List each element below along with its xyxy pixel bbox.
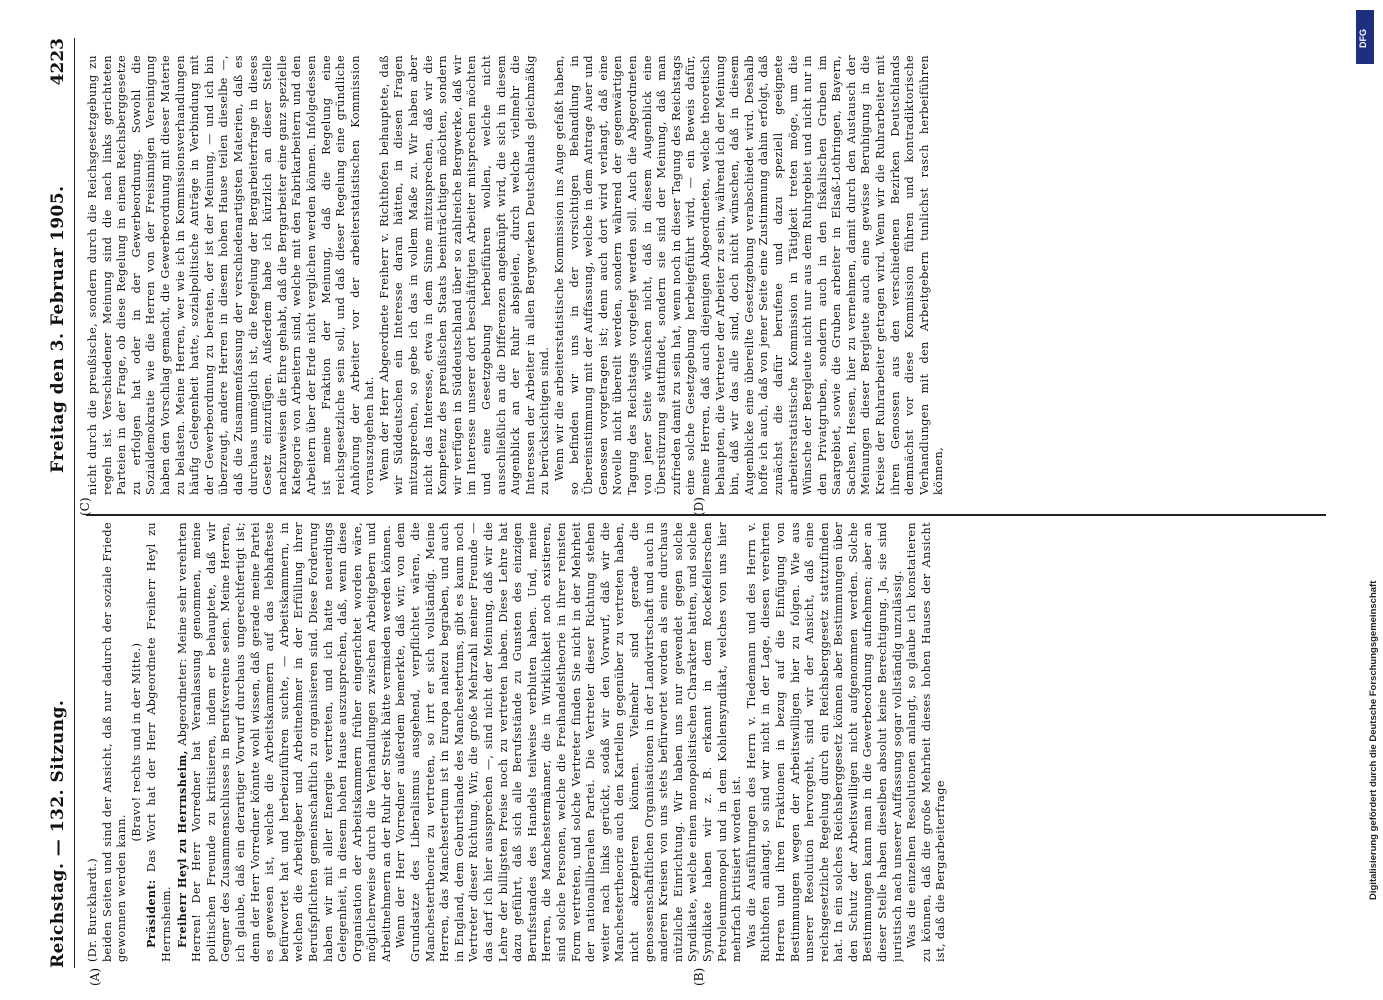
margin-mark-d: (D): [692, 497, 706, 516]
paragraph: Was die einzelnen Resolutionen anlangt, so glaube ich konstatieren zu können, daß die große Mehrheit dieses hohen Hauses der Ansicht ist, daß die Bergarbeiterfrage: [905, 522, 948, 962]
running-head-left: Reichstag. — 132. Sitzung.: [48, 699, 68, 968]
dfg-logo: [1356, 10, 1374, 64]
speaker-name: Präsident:: [144, 879, 159, 948]
running-head-right: Freitag den 3. Februar 1905.: [48, 185, 68, 473]
column-separator: [86, 514, 1326, 516]
digitization-note-text: Digitalisierung gefördert durch die Deutsche Forschungsgemeinschaft: [1368, 580, 1379, 900]
margin-mark-b: (B): [692, 967, 706, 986]
page-header: [40, 38, 78, 968]
paragraph: Wenn wir die arbeiterstatistische Kommission ins Auge gefaßt haben, so befinden wir uns in der vorsichtigen Behandlung in Übereinstimmung mit der Auffassung, welche in dem Antrage Auer und Genossen vorgetragen ist; denn auch dort wird verlangt, daß eine Novelle nicht übereilt werden, sondern während der gegenwärtigen Tagung des Reichstags vorgelegt werden soll. Auch die Abgeordneten von jener Seite wünschen nicht, daß in diesem Augenblick eine Überstürzung stattfindet, sondern sie sind der Meinung, daß man zufrieden damit zu sein hat, wenn noch in dieser Tagung des Reichstags eine solche Gesetzgebung herbeigeführt wird, — ein Beweis dafür, meine Herren, daß auch diejenigen Abgeordneten, welche theoretisch behaupten, die Vertreter der Arbeiter zu sein, während ich der Meinung bin, daß wir das alle sind, doch nicht wünschen, daß in diesem Augenblicke eine übereilte Gesetzgebung verabschiedet wird. Deshalb hoffe ich auch, daß von jener Seite eine Zustimmung dahin erfolgt, daß zunächst die dafür berufene und dazu speziell geeignete arbeiterstatistische Kommission in Tätigkeit treten möge, um die Wünsche der Bergleute nicht nur aus dem Ruhrgebiet und nicht nur in den Privatgruben, sondern auch in den fiskalischen Gruben im Saargebiet, sowie die Gruben arbeiter in Elsaß-Lothringen, Bayern, Sachsen, Hessen, hier zu vernehmen, damit durch den Austausch der Meinungen dieser Bergleute auch eine gewisse Beruhigung in die Kreise der Ruhrarbeiter getragen wird. Wenn wir die Ruhrarbeiter mit ihren Genossen aus den verschiedenen Bezirken Deutschlands demnächst vor diese Kommission führen und kontradiktorische Verhandlungen mit den Arbeitgebern tunlichst rasch herbeiführen können,: [553, 55, 946, 495]
paragraph: [175, 522, 395, 962]
digitization-note: [1352, 210, 1379, 900]
paragraph: Was die Ausführungen des Herrn v. Tiedemann und des Herrn v. Richthofen anlangt, so sind wir nicht in der Lage, diesen verehrten Herren und ihren Fraktionen in bezug auf die Einfügung von Bestimmungen wegen der Arbeitswilligen hier zu folgen. Wie aus unserer Resolution hervorgeht, sind wir der Ansicht, daß eine reichsgesetzliche Regelung durch ein Reichsberggesetz stattzufinden hat. In ein solches Reichsberggesetz können aber Bestimmungen über den Schutz der Arbeitswilligen nicht aufgenommen werden. Solche Bestimmungen kann man in die Gewerbeordnung aufnehmen; aber an dieser Stelle haben dieselben absolut keine Berechtigung. Ja, sie sind juristisch nach unserer Auffassung sogar vollständig unzulässig.: [744, 522, 904, 962]
margin-mark-c: (C): [78, 497, 92, 516]
paragraph: Wenn der Herr Vorredner außerdem bemerkte, daß wir, von dem Grundsatze des Liberalismus ausgehend, verpflichtet wären, die Manchestertheorie zu vertreten, so irrt er sich vollständig. Meine Herren, das Manchestertum ist in Europa nahezu begraben, und auch in England, dem Geburtslande des Manchestertums, gibt es kaum noch Vertreter dieser Richtung. Wir, die große Mehrzahl meiner Freunde — das darf ich hier aussprechen —, sind nicht der Meinung, daß wir die Lehre der billigsten Preise noch zu vertreten haben. Diese Lehre hat dazu geführt, daß sich alle Berufsstände zu Gunsten des einzigen Berufsstandes des Handels teilweise verbluten haben. Und, meine Herren, die Manchestermänner, die in Wirklichkeit noch existieren, sind solche Personen, welche die Freihandelstheorie in ihrer reinsten Form vertreten, und solche Vertreter finden Sie nicht in der Mehrheit der nationalliberalen Partei. Die Vertreter dieser Richtung stehen weiter nach links gerückt, sodaß wir den Vorwurf, daß wir die Manchestertheorie auch den Kartellen gegenüber zu vertreten haben, nicht akzeptieren können. Vielmehr sind gerade die genossenschaftlichen Organisationen in der Landwirtschaft und auch in anderen Kreisen von uns stets befürwortet worden als eine durchaus nützliche Einrichtung. Wir haben uns nur gewendet gegen solche Syndikate, welche einen monopolistischen Charakter hatten, und solche Syndikate haben wir z. B. erkannt in dem Rockefellerschen Petroleummonopol und in dem Kohlensyndikat, welches von uns hier mehrfach kritisiert worden ist.: [394, 522, 744, 962]
paragraph: Wenn der Herr Abgeordnete Freiherr v. Richthofen behauptete, daß wir Süddeutschen ein Interesse daran hätten, in diesen Fragen mitzusprechen, so gebe ich das in vollem Maße zu. Wir haben aber nicht das Interesse, etwa in dem Sinne mitzusprechen, daß wir die Kompetenz des preußischen Staats beeinträchtigen möchten, sondern wir verfügen in Süddeutschland über so zahlreiche Bergwerke, daß wir im Interesse unserer dort beschäftigten Arbeiter mitsprechen möchten und eine Gesetzgebung herbeiführen wollen, welche nicht ausschließlich an die Differenzen angeknüpft wird, die sich in diesem Augenblick an der Ruhr abspielen, durch welche vielmehr die Interessen der Arbeiter in allen Bergwerken Deutschlands gleichmäßig zu berücksichtigen sind.: [377, 55, 552, 495]
header-rule: [74, 38, 75, 968]
speaker-continuation: (Dr. Burckhardt.): [86, 858, 99, 962]
dfg-logo-text: DFG: [1358, 29, 1368, 48]
left-column: [86, 522, 1326, 962]
speaker-name: Freiherr Heyl zu Herrnsheim,: [174, 750, 189, 948]
page-number: 4223: [48, 38, 68, 86]
paragraph: beiden Seiten und sind der Ansicht, daß nur dadurch der soziale Friede gewonnen werden kann.: [100, 522, 129, 962]
paragraph: nicht durch die preußische, sondern durch die Reichsgesetzgebung zu regeln ist. Verschiedener Meinung sind die nach links gerichteten Parteien in der Frage, ob diese Regelung in einem Reichsberggesetze zu erfolgen hat oder in der Gewerbeordnung. Sowohl die Sozialdemokratie wie die Herren von der Freisinnigen Vereinigung haben den Vorschlag gemacht, die Gewerbeordnung mit dieser Materie zu belasten. Meine Herren, wer wie ich in Kommissionsverhandlungen häufig Gelegenheit hatte, sozialpolitische Anträge in Verbindung mit der Gewerbeordnung zu beraten, der ist der Meinung, — und ich bin überzeugt, andere Herren in diesem hohen Hause teilen dieselbe —, daß die Zusammenfassung der verschiedenartigsten Materien, daß es durchaus unmöglich ist, die Regelung der Bergarbeiterfrage in dieses Gesetz einzufügen. Außerdem habe ich kürzlich an dieser Stelle nachzuweisen die Ehre gehabt, daß die Bergarbeiter eine ganz spezielle Kategorie von Arbeitern sind, welche mit den Fabrikarbeitern und den Arbeitern über der Erde nicht verglichen werden können. Infolgedessen ist meine Fraktion der Meinung, daß die Regelung eine reichsgesetzliche sein soll, und daß dieser Regelung eine gründliche Anhörung der Arbeiter vor der arbeiterstatistischen Kommission vorauszugehen hat.: [86, 55, 377, 495]
applause-note: (Bravo! rechts und in der Mitte.): [129, 642, 143, 842]
paragraph: [144, 522, 174, 962]
paragraph-text: Das Wort hat der Herr Abgeordnete Freiherr Heyl zu Herrnsheim.: [145, 522, 173, 962]
paragraph-text: Abgeordneter: Meine sehr verehrten Herren! Der Herr Vorredner hat Veranlassung genommen, meine politischen Freunde zu kritisieren, indem er behauptete, daß wir Gegner des Zusammenschlusses in Berufsvereine seien. Meine Herren, ich glaube, daß ein derartiger Vorwurf durchaus ungerechtfertigt ist; denn der Herr Vorredner könnte wohl wissen, daß gerade meine Partei es gewesen ist, welche die Arbeitskammern auf das lebhafteste befürwortet hat und herbeizuführen suchte, — Arbeitskammern, in welchen die Arbeitgeber und Arbeitnehmer in der Erfüllung ihrer Berufspflichten gemeinschaftlich zu organisieren sind. Diese Forderung haben wir mit aller Energie vertreten, und ich hatte neuerdings Gelegenheit, in diesem hohen Hause auszusprechen, daß, wenn diese Organisation der Arbeitskammern früher eingerichtet worden wäre, möglicherweise durch die Verhandlungen zwischen Arbeitgebern und Arbeitnehmern an der Ruhr der Streik hätte vermieden werden können.: [175, 522, 393, 962]
right-column: [86, 55, 1326, 495]
margin-mark-a: (A): [88, 967, 102, 986]
